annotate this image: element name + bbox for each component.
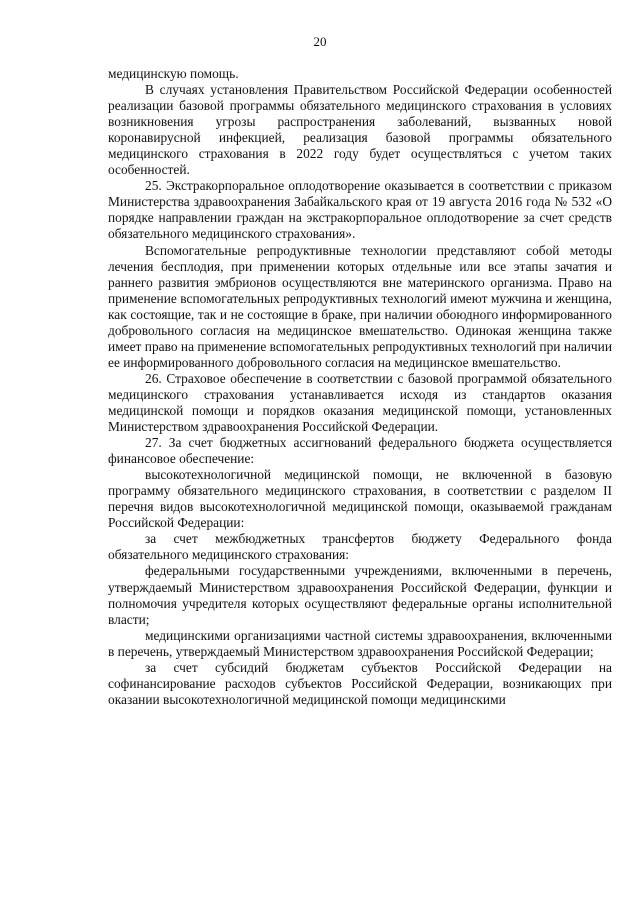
paragraph-26-insurance: 26. Страховое обеспечение в соответствии с базовой программой обязательного медицинского страхования устанавливается исходя из стандартов оказания медицинской помощи и порядков оказания медицинской помощи, установленных Министерством здравоохранения Российской Федерации. <box>108 370 612 435</box>
paragraph-27-federal-budget: 27. За счет бюджетных ассигнований федерального бюджета осуществляется финансовое обеспечение: <box>108 435 612 467</box>
paragraph-federal-institutions: федеральными государственными учреждениями, включенными в перечень, утверждаемый Министерством здравоохранения Российской Федерации, функции и полномочия учредителя которых осуществляют федеральные органы исполнительной власти; <box>108 563 612 627</box>
paragraph-interbudget-transfers: за счет межбюджетных трансфертов бюджету Федерального фонда обязательного медицинского страхования: <box>108 531 612 563</box>
paragraph-coronavirus-features: В случаях установления Правительством Российской Федерации особенностей реализации базовой программы обязательного медицинского страхования в условиях возникновения угрозы распространения заболеваний, вызванных новой коронавирусной инфекцией, реализация базовой программы обязательного медицинского страхования в 2022 году будет осуществляться с учетом таких особенностей. <box>108 82 612 178</box>
paragraph-private-organizations: медицинскими организациями частной системы здравоохранения, включенными в перечень, утверждаемый Министерством здравоохранения Российской Федерации; <box>108 627 612 659</box>
paragraph-continuation: медицинскую помощь. <box>108 66 239 81</box>
paragraph-high-tech-care: высокотехнологичной медицинской помощи, не включенной в базовую программу обязательного медицинского страхования, в соответствии с разделом II перечня видов высокотехнологичной медицинской помощи, оказываемой гражданам Российской Федерации: <box>108 467 612 531</box>
paragraph-25-eco: 25. Экстракорпоральное оплодотворение оказывается в соответствии с приказом Министерства здравоохранения Забайкальского края от 19 августа 2016 года № 532 «О порядке направлении граждан на экстракорпоральное оплодотворение за счет средств обязательного медицинского страхования». <box>108 178 612 242</box>
paragraph-subsidies: за счет субсидий бюджетам субъектов Российской Федерации на софинансирование расходов субъектов Российской Федерации, возникающих при оказании высокотехнологичной медицинской помощи медицинскими <box>108 659 612 707</box>
paragraph-reproductive-technologies: Вспомогательные репродуктивные технологии представляют собой методы лечения бесплодия, при применении которых отдельные или все этапы зачатия и раннего развития эмбрионов осуществляются вне материнского организма. Право на применение вспомогательных репродуктивных технологий имеют мужчина и женщина, как состоящие, так и не состоящие в браке, при наличии обоюдного информированного добровольного согласия на медицинское вмешательство. Одинокая женщина также имеет право на применение вспомогательных репродуктивных технологий при наличии ее информированного добровольного согласия на медицинское вмешательство. <box>108 242 612 370</box>
page-number: 20 <box>313 34 327 49</box>
document-body <box>108 66 612 708</box>
